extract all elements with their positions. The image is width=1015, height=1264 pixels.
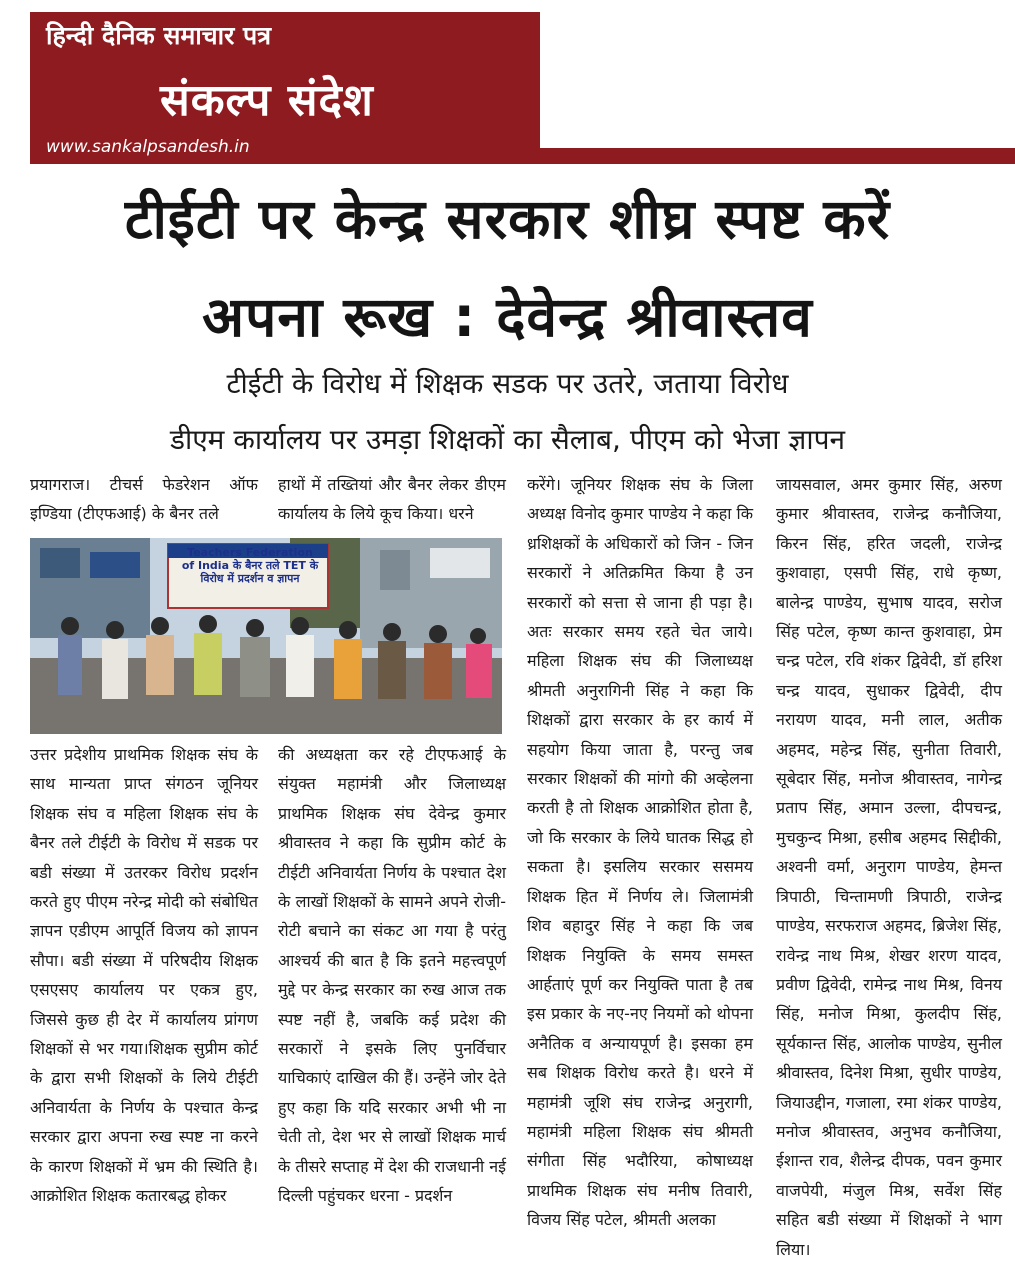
subheadline-line-2: डीएम कार्यालय पर उमड़ा शिक्षकों का सैलाब, पीएम को भेजा ज्ञापन: [169, 423, 846, 456]
article-column-2-top: हाथों में तख्तियां और बैनर लेकर डीएम कार्यालय के लिये कूच किया। धरने: [278, 475, 506, 524]
article-column-1-top: प्रयागराज। टीचर्स फेडरेशन ऑफ इण्डिया (टीएफआई) के बैनर तले: [30, 475, 258, 524]
article-column-1-bottom: उत्तर प्रदेशीय प्राथमिक शिक्षक संघ के साथ मान्यता प्राप्त संगठन जूनियर शिक्षक संघ व महिला शिक्षक संघ के बैनर तले टीईटी के विरोध में सडक पर बडी संख्या में उतरकर विरोध प्रदर्शन करते हुए पीएम नरेन्द्र मोदी को संबोधित ज्ञापन एडीएम आपूर्ति विजय को ज्ञापन सौपा। बडी संख्या में परिषदीय शिक्षक एसएसए कार्यालय पर एकत्र हुए, जिससे कुछ ही देर में कार्यालय प्रांगण शिक्षकों से भर गया।शिक्षक सुप्रीम कोर्ट के द्वारा सभी शिक्षकों के लिये टीईटी अनिवार्यता के निर्णय के पश्चात केन्द्र सरकार द्वारा अपना रुख स्पष्ट ना करने के कारण शिक्षकों में भ्रम की स्थिति है। आक्रोशित शिक्षक कतारबद्ध होकर: [30, 745, 258, 1206]
news-photo: [30, 538, 502, 734]
article-column-3: करेंगे। जूनियर शिक्षक संघ के जिला अध्यक्ष विनोद कुमार पाण्डेय ने कहा कि ध्रशिक्षकों के अधिकारों को जिन - जिन सरकारों ने अतिक्रमित किया है उन सरकारों को सत्ता से जाना ही पड़ा है। अतः सरकार समय रहते चेत जाये। महिला शिक्षक संघ की जिलाध्यक्ष श्रीमती अनुरागिनी सिंह ने कहा कि शिक्षकों द्वारा सरकार के हर कार्य में सहयोग किया जाता है, परन्तु जब सरकार शिक्षकों की मांगो की अव्हेलना करती है तो शिक्षक आक्रोशित होता है, जो कि सरकार के लिये घातक सिद्ध हो सकता है। इसलिय सरकार ससमय शिक्षक हित में निर्णय ले। जिलामंत्री शिव बहादुर सिंह ने कहा कि जब शिक्षक नियुक्ति के समय समस्त आर्हताएं पूर्ण कर नियुक्ति पाता है तब इस प्रकार के नए-नए नियमों को थोपना अनैतिक व अन्यायपूर्ण है। इसका हम सब शिक्षक विरोध करते है। धरने में महामंत्री जूशि संघ राजेन्द्र अनुरागी, महामंत्री महिला शिक्षक संघ श्रीमती संगीता सिंह भदौरिया, कोषाध्यक्ष प्राथमिक शिक्षक संघ मनीष तिवारी, विजय सिंह पटेल, श्रीमती अलका: [527, 475, 753, 1230]
masthead-tagline: हिन्दी दैनिक समाचार पत्र: [46, 21, 272, 50]
website-url[interactable]: www.sankalpsandesh.in: [40, 136, 256, 162]
photo-banner-text: Teachers Federation of India के बैनर तले TET के विरोध में प्रदर्शन व ज्ञापन: [181, 546, 319, 585]
headline-line-2: अपना रूख : देवेन्द्र श्रीवास्तव: [202, 285, 813, 349]
article-column-2-bottom: की अध्यक्षता कर रहे टीएफआई के संयुक्त महामंत्री और जिलाध्यक्ष प्राथमिक शिक्षक संघ देवेन्द्र कुमार श्रीवास्तव ने कहा कि सुप्रीम कोर्ट के टीईटी अनिवार्यता निर्णय के पश्चात देश के लाखों शिक्षकों के सामने अपने रोजी-रोटी बचाने का संकट आ गया है परंतु आश्चर्य की बात है कि इतने महत्त्वपूर्ण मुद्दे पर केन्द्र सरकार का रुख आज तक स्पष्ट नहीं है, जबकि कई प्रदेश की सरकारों ने इसके लिए पुनर्विचार याचिकाएं दाखिल की हैं। उन्हेंने जोर देते हुए कहा कि यदि सरकार अभी भी ना चेती तो, देश भर से लाखों शिक्षक मार्च के तीसरे सप्ताह में देश की राजधानी नई दिल्ली पहुंचकर धरना - प्रदर्शन: [278, 745, 506, 1206]
newspaper-logo: संकल्प संदेश: [160, 75, 374, 126]
subheadline-line-1: टीईटी के विरोध में शिक्षक सडक पर उतरे, जताया विरोध: [226, 367, 789, 400]
article-column-4: जायसवाल, अमर कुमार सिंह, अरुण कुमार श्रीवास्तव, राजेन्द्र कनौजिया, किरन सिंह, हरित जदली, राजेन्द्र कुशवाहा, एसपी सिंह, राधे कृष्ण, बालेन्द्र पाण्डेय, सुभाष यादव, सरोज सिंह पटेल, कृष्ण कान्त कुशवाहा, प्रेम चन्द्र पटेल, रवि शंकर द्विवेदी, डॉ हरिश चन्द्र यादव, सुधाकर द्विवेदी, दीप नरायण यादव, मनी लाल, अतीक अहमद, महेन्द्र सिंह, सुनीता तिवारी, सूबेदार सिंह, मनोज श्रीवास्तव, नागेन्द्र प्रताप सिंह, अमान उल्ला, दीपचन्द्र, मुचकुन्द मिश्रा, हसीब अहमद सिद्दीकी, अश्वनी वर्मा, अनुराग पाण्डेय, हेमन्त त्रिपाठी, चिन्तामणी त्रिपाठी, राजेन्द्र पाण्डेय, सरफराज अहमद, ब्रिजेश सिंह, रावेन्द्र नाथ मिश्र, शेखर शरण यादव, प्रवीण द्विवेदी, रामेन्द्र नाथ मिश्र, विनय सिंह, मनोज मिश्रा, कुलदीप सिंह, सूर्यकान्त सिंह, आलोक पाण्डेय, सुनील श्रीवास्तव, दिनेश मिश्रा, सुधीर पाण्डेय, जियाउद्दीन, गजाला, रमा शंकर पाण्डेय, मनोज श्रीवास्तव, अनुभव कनौजिया, ईशान्त राव, शैलेन्द्र दीपक, पवन कुमार वाजपेयी, मंजुल मिश्र, सर्वेश सिंह सहित बडी संख्या में शिक्षकों ने भाग लिया।: [776, 475, 1002, 1259]
headline-line-1: टीईटी पर केन्द्र सरकार शीघ्र स्पष्ट करें: [124, 187, 891, 251]
